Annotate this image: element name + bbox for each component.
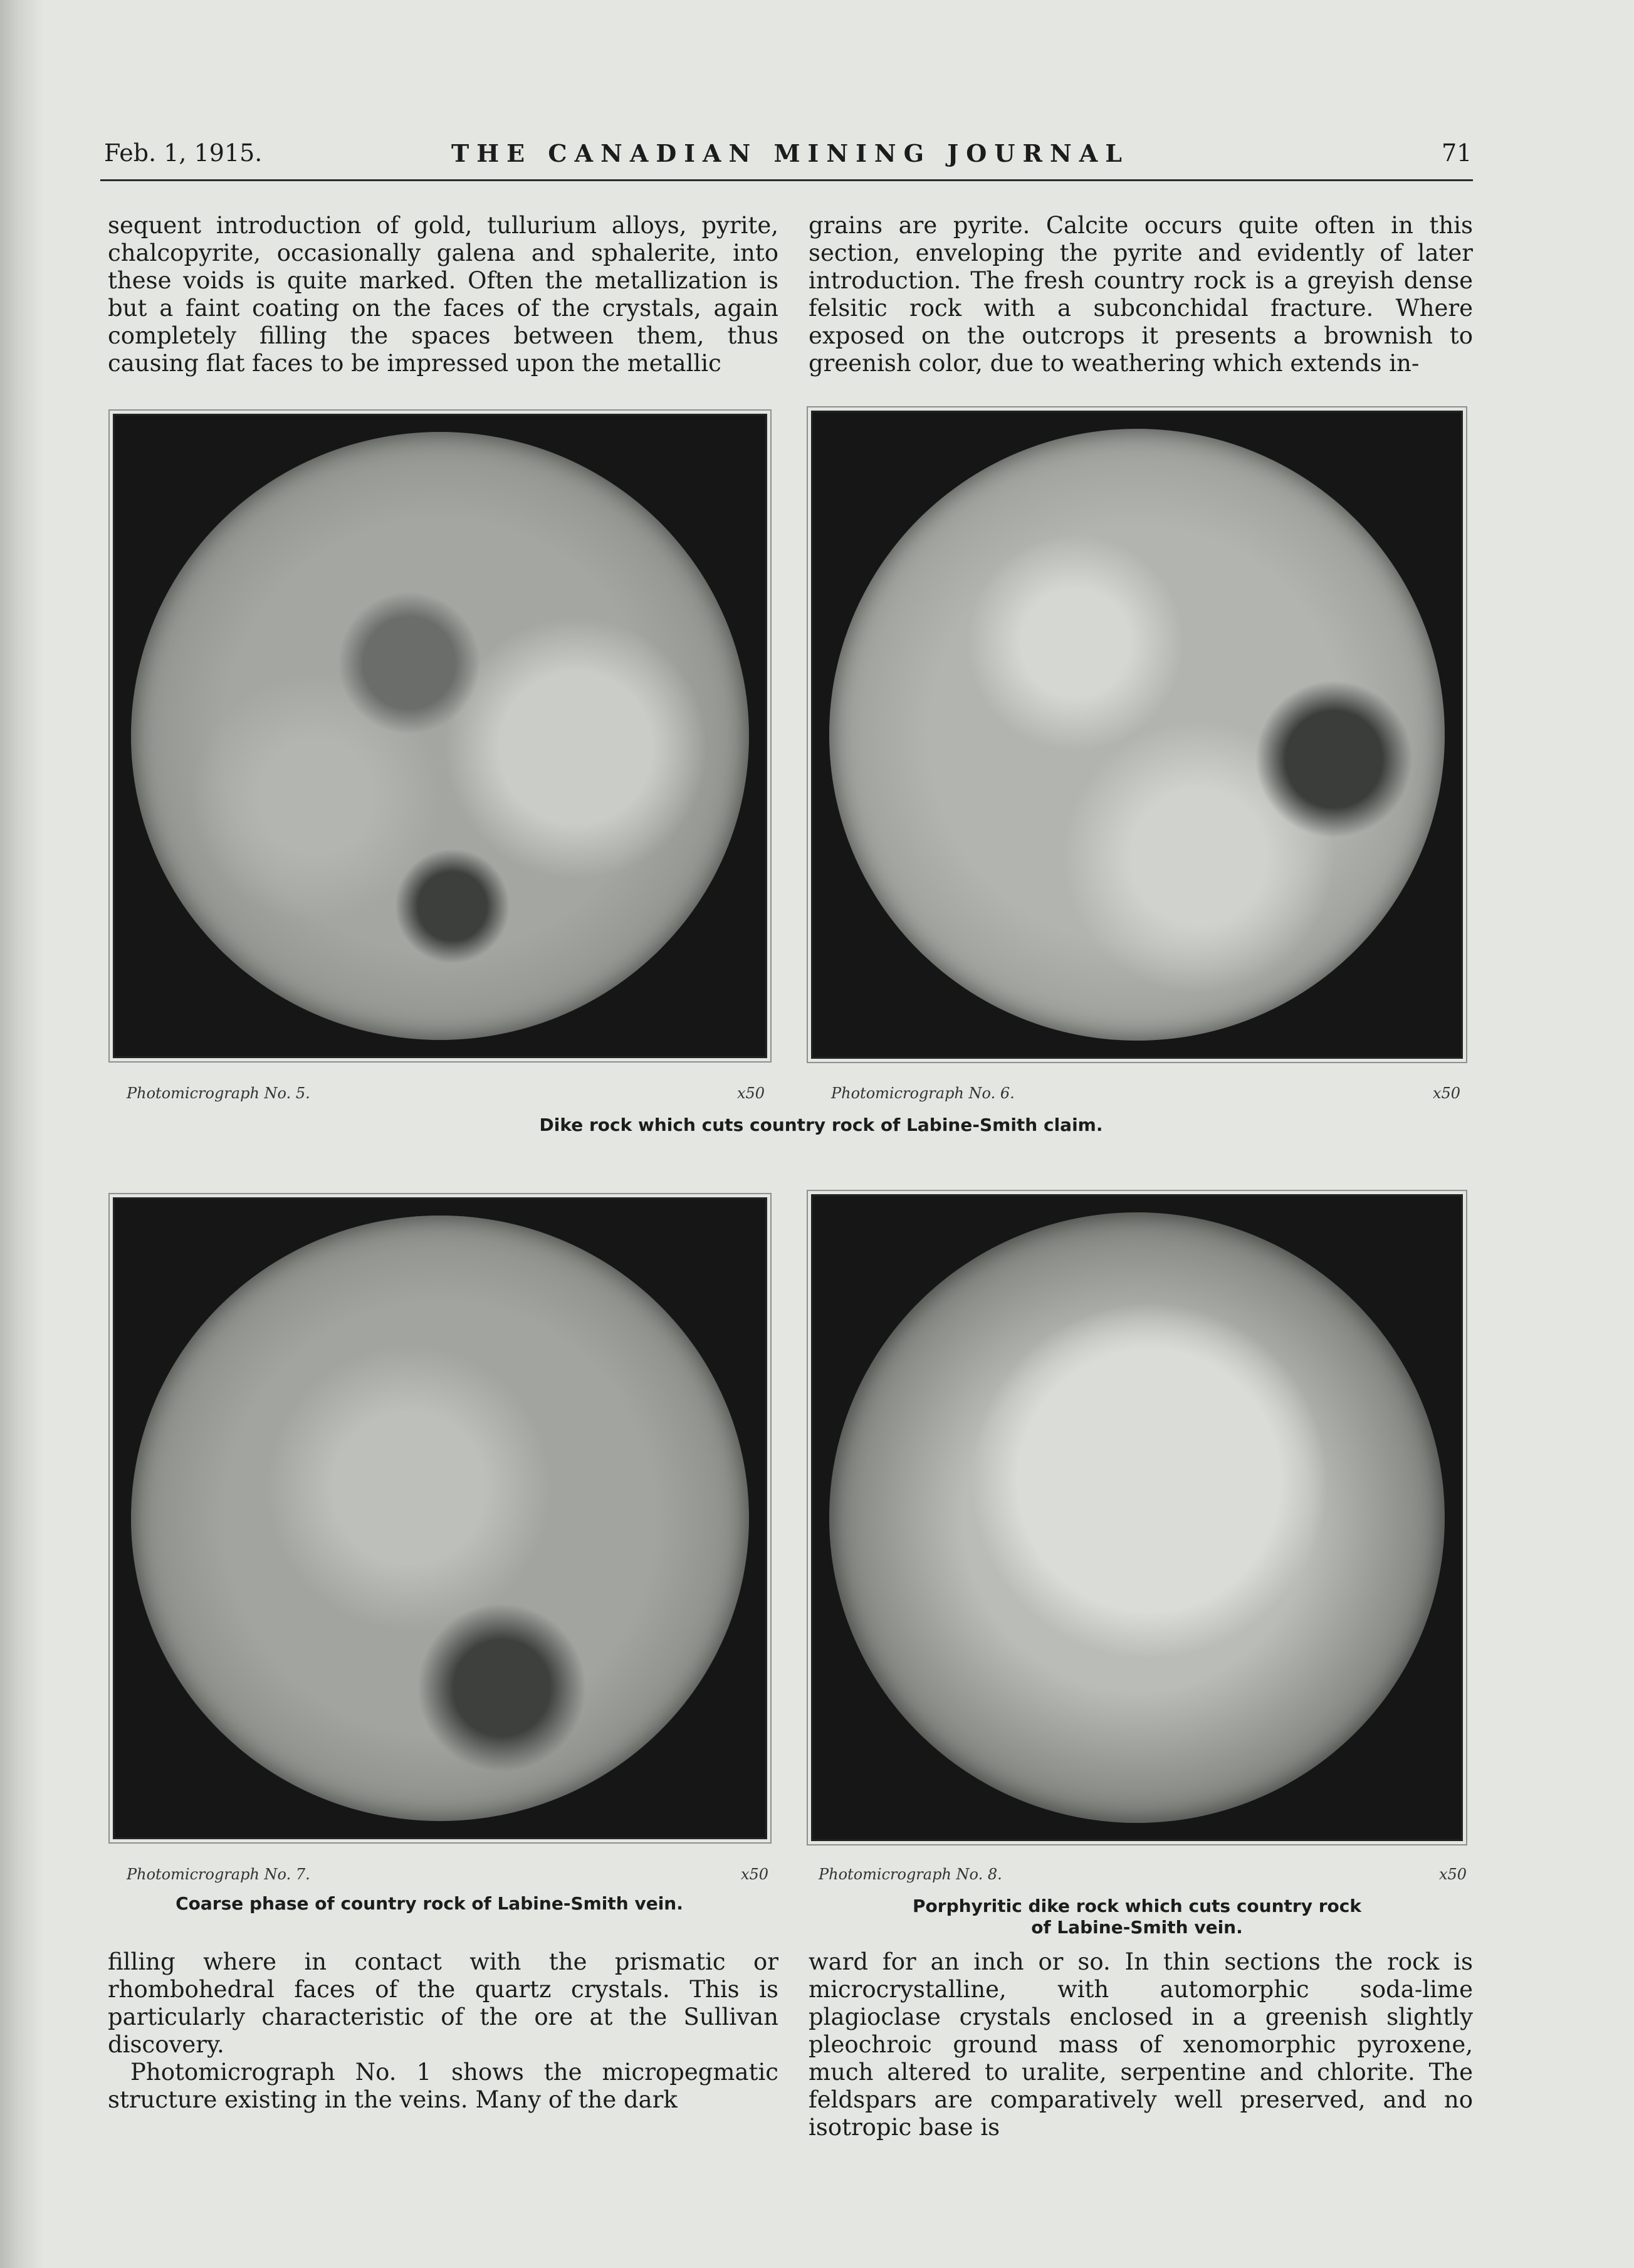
photo-label-6: Photomicrograph No. 6.	[831, 1084, 1015, 1102]
paragraph: Photomicrograph No. 1 shows the micropegmatic structure existing in the veins. Many of the dark	[108, 2059, 778, 2113]
caption-porphyritic-line-2: of Labine-Smith vein.	[1031, 1917, 1243, 1938]
paragraph: ward for an inch or so. In thin sections the rock is microcrystalline, with automorphic soda-lime plagioclase crystals enclosed in a greenish slightly pleochroic ground mass of xenomorphic pyroxene, much altered to uralite, serpentine and chlorite. The feldspars are comparatively well preserved, and no isotropic base is	[809, 1948, 1473, 2141]
text-column-top-left	[108, 212, 778, 377]
photo-magnification-8: x50	[1439, 1866, 1467, 1883]
photo-magnification-5: x50	[737, 1084, 765, 1102]
paragraph: filling where in contact with the prismatic or rhombohedral faces of the quartz crystals. This is particularly characteristic of the ore at the Sullivan discovery.	[108, 1948, 778, 2058]
caption-coarse-phase: Coarse phase of country rock of Labine-Smith vein.	[175, 1893, 683, 1914]
issue-date: Feb. 1, 1915.	[104, 139, 263, 167]
page-number: 71	[1442, 139, 1472, 167]
photo-label-5: Photomicrograph No. 5.	[127, 1084, 310, 1102]
text-column-bottom-left	[108, 1948, 778, 2114]
paragraph: sequent introduction of gold, tullurium alloys, pyrite, chalcopyrite, occasionally galena and sphalerite, into these voids is quite marked. Often the metallization is but a faint coating on the faces of the crystals, again completely filling the spaces between them, thus causing flat faces to be impressed upon the metallic	[108, 212, 778, 377]
caption-porphyritic-line-1: Porphyritic dike rock which cuts country rock	[913, 1896, 1361, 1916]
caption-dike-rock: Dike rock which cuts country rock of Labine-Smith claim.	[539, 1115, 1103, 1135]
photomicrograph-5-image	[113, 414, 767, 1058]
photomicrograph-7-image	[113, 1197, 767, 1839]
text-column-bottom-right	[809, 1948, 1473, 2141]
text-column-top-right	[809, 212, 1473, 377]
paragraph: grains are pyrite. Calcite occurs quite often in this section, enveloping the pyrite and evidently of later introduction. The fresh country rock is a greyish dense felsitic rock with a subconchidal fracture. Where exposed on the outcrops it presents a brownish to greenish color, due to weathering which extends in-	[809, 212, 1473, 377]
photo-magnification-6: x50	[1433, 1084, 1461, 1102]
photomicrograph-8-image	[811, 1194, 1463, 1841]
page-spine-shadow	[0, 0, 44, 2268]
photo-label-8: Photomicrograph No. 8.	[819, 1866, 1002, 1883]
photo-magnification-7: x50	[741, 1866, 769, 1883]
photomicrograph-6-image	[811, 411, 1463, 1059]
header-rule	[100, 179, 1473, 181]
journal-title: THE CANADIAN MINING JOURNAL	[451, 139, 1129, 167]
photo-label-7: Photomicrograph No. 7.	[127, 1866, 310, 1883]
